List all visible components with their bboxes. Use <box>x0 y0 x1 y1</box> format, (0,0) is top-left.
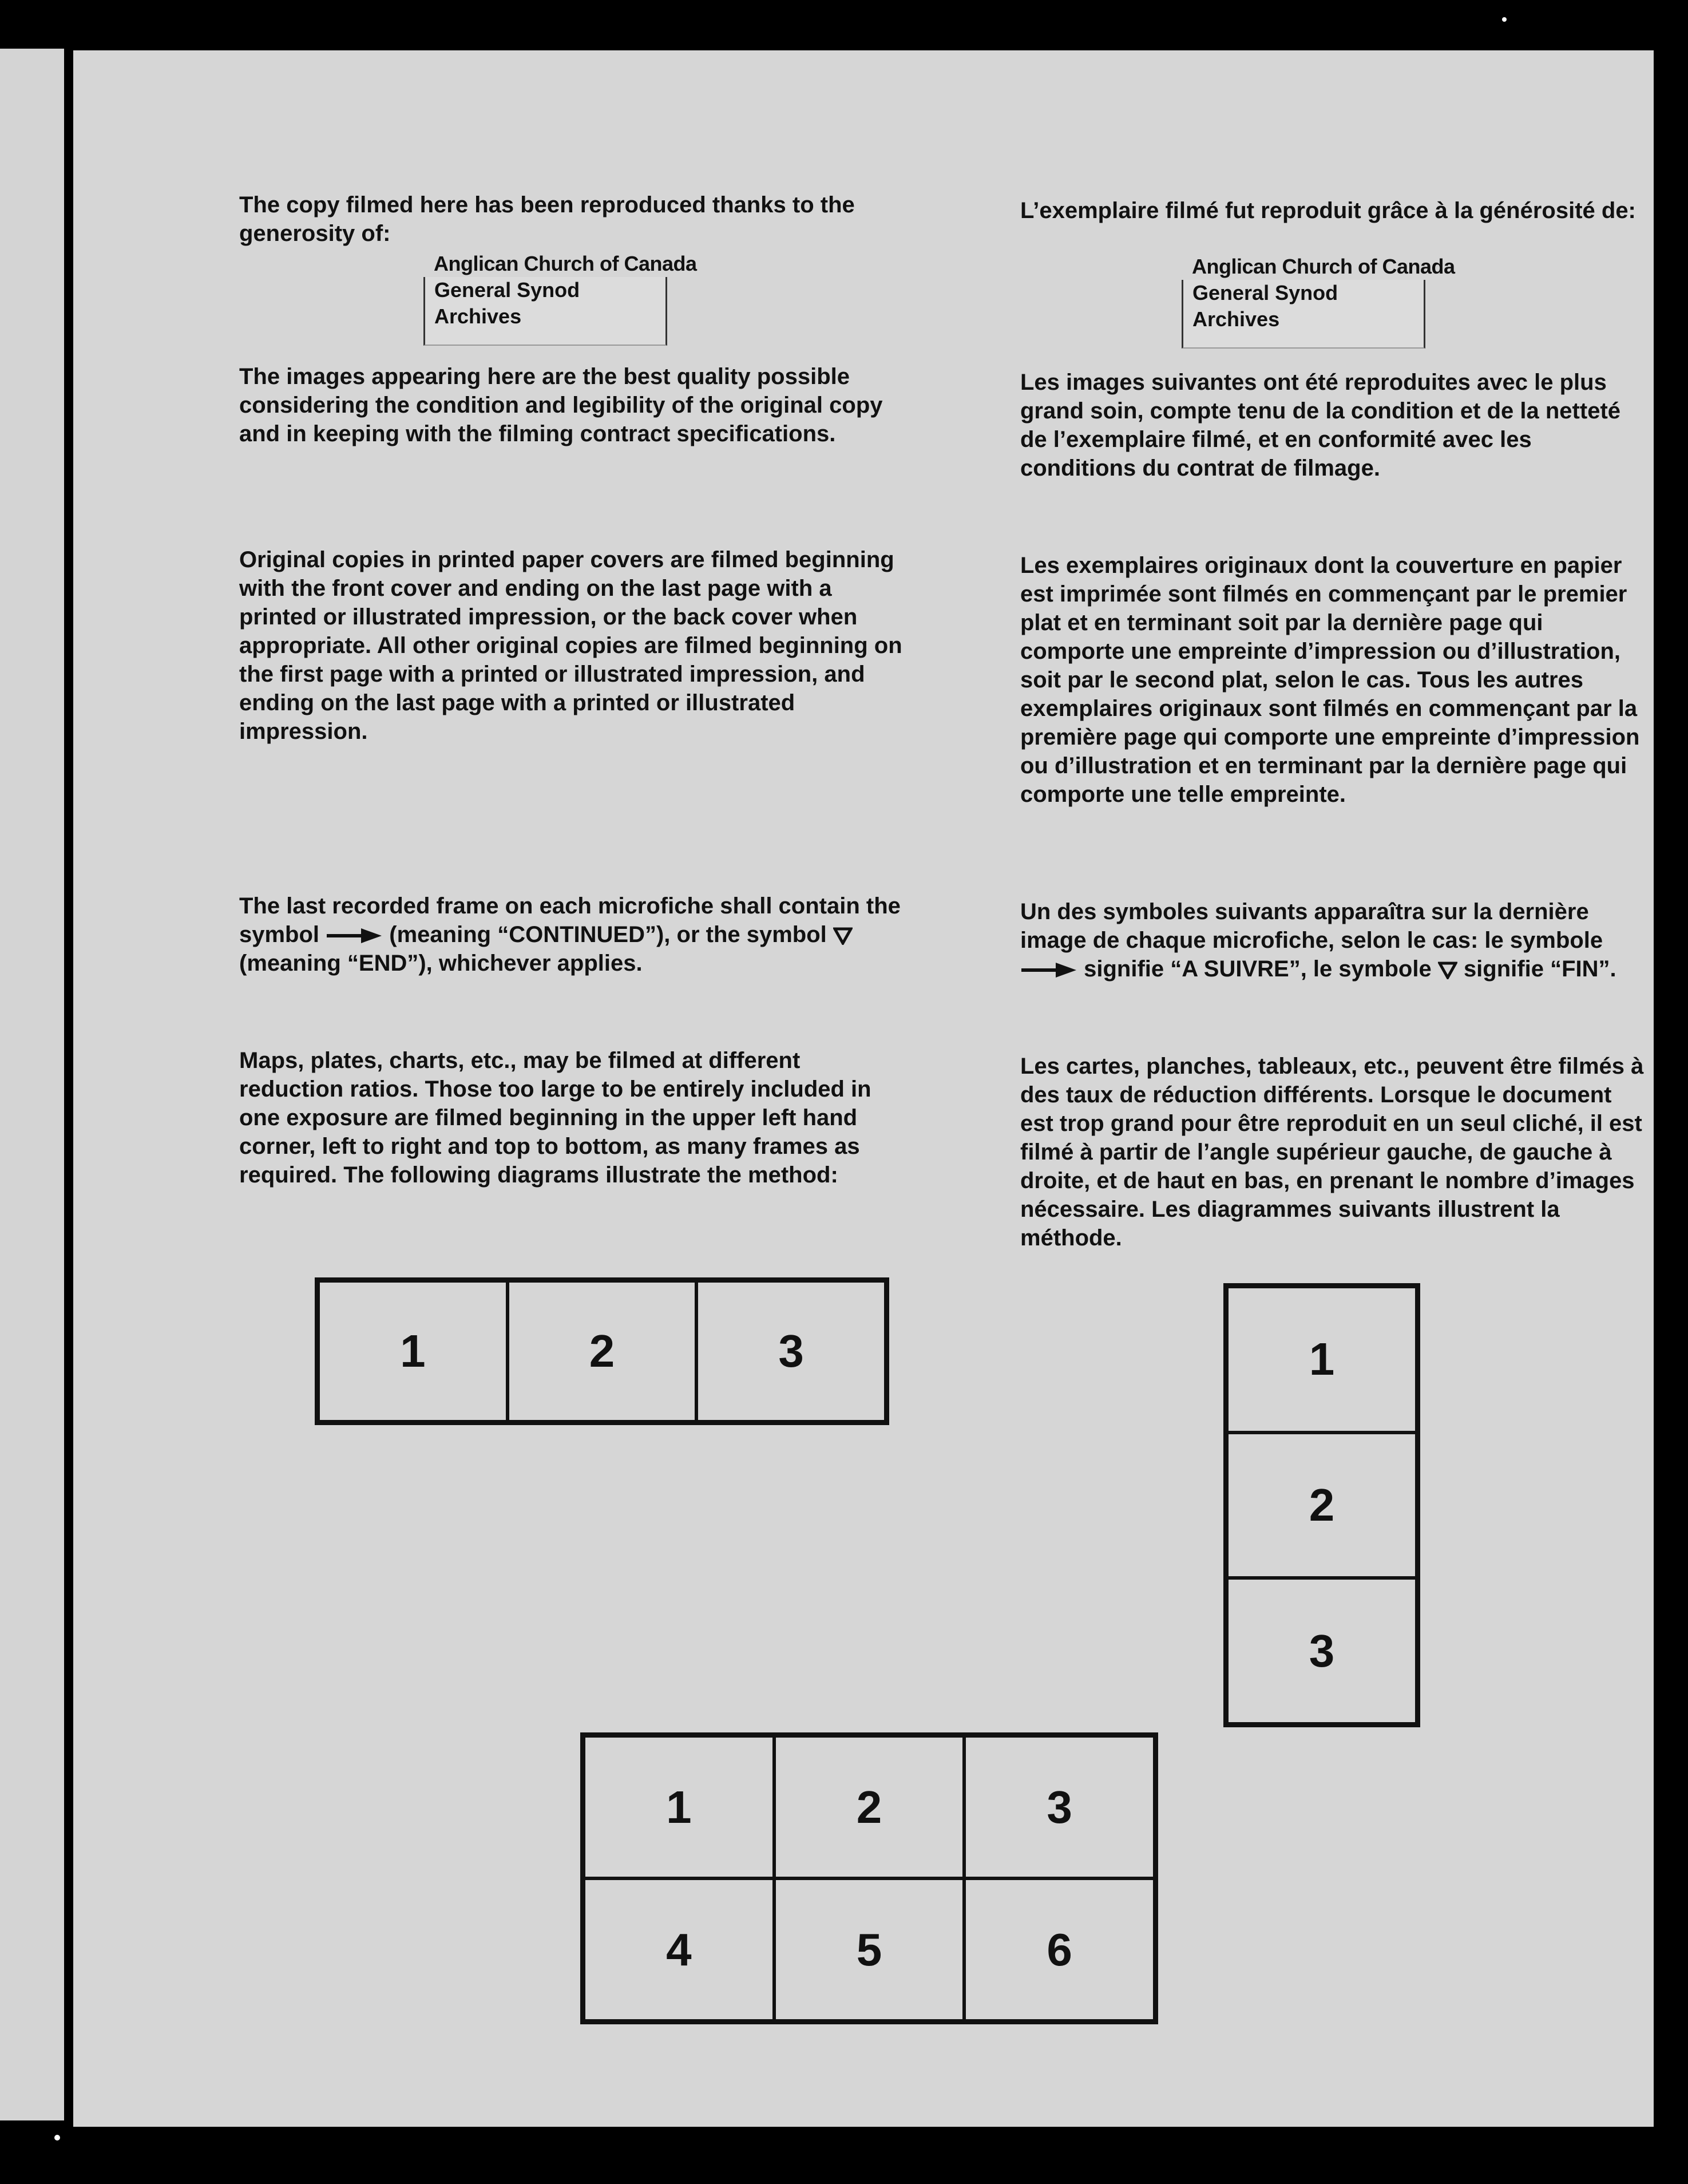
english-donor-stamp <box>423 277 667 346</box>
film-speck <box>54 2135 60 2141</box>
english-donor-dept: General Synod Archives <box>434 278 580 328</box>
vertical-frame-diagram <box>1223 1283 1420 1727</box>
frame-cell: 2 <box>508 1281 697 1422</box>
fin-triangle-icon <box>1438 961 1457 979</box>
english-symbol-paragraph <box>239 892 903 978</box>
continued-arrow-icon <box>326 927 383 944</box>
english-symbol-text-a: The last recorded frame on each microfiche shall contain the symbol <box>239 893 901 947</box>
film-speck <box>1502 17 1507 22</box>
french-filming-order-paragraph: Les exemplaires originaux dont la couverture en papier est imprimée sont filmés en commençant par le premier plat et en terminant soit par la dernière page qui comporte une empreinte d’impression ou d’illustration, soit par le second plat, selon le cas. Tous les autres exemplaires originaux sont filmés en commençant par la première page qui comporte une empreinte d’impression ou d’illustration et en terminant par la dernière page qui comporte une telle empreinte. <box>1020 553 1640 807</box>
english-maps-paragraph: Maps, plates, charts, etc., may be filmed at different reduction ratios. Those too large to be entirely included in one exposure are filmed beginning in the upper left hand corner, left to right and top to bottom, as many frames as required. The following diagrams illustrate the method: <box>239 1048 871 1188</box>
french-symbol-paragraph <box>1020 897 1650 983</box>
english-donor <box>434 251 697 346</box>
french-symbol-text-a: Un des symboles suivants apparaîtra sur la dernière image de chaque microfiche, selon le cas: le symbole <box>1020 899 1603 953</box>
frame-cell: 2 <box>1227 1433 1417 1578</box>
horizontal-frame-diagram <box>315 1277 889 1425</box>
english-quality-paragraph: The images appearing here are the best quality possible considering the condition and legibility of the original copy and in keeping with the filming contract specifications. <box>239 364 883 446</box>
english-intro: The copy filmed here has been reproduced thanks to the generosity of: <box>239 192 855 246</box>
english-filming-order-paragraph: Original copies in printed paper covers are filmed beginning with the front cover and ending on the last page with a printed or illustrated impression, or the back cover when appropriate. All other original copies are filmed beginning on the first page with a printed or illustrated impression, and ending on the last page with a printed or illustrated impression. <box>239 547 902 744</box>
frame-cell: 3 <box>696 1281 886 1422</box>
frame-cell: 4 <box>584 1878 774 2021</box>
frame-cell: 5 <box>774 1878 965 2021</box>
french-symbol-text-c: signifie “FIN”. <box>1463 956 1616 982</box>
grid-frame-diagram <box>580 1732 1158 2024</box>
french-quality-paragraph: Les images suivantes ont été reproduites avec le plus grand soin, compte tenu de la condition et de la netteté de l’exemplaire filmé, et en conformité avec les conditions du contrat de filmage. <box>1020 370 1621 481</box>
english-symbol-text-c: (meaning “END”), whichever applies. <box>239 951 643 976</box>
french-donor-stamp <box>1182 280 1425 349</box>
frame-cell: 3 <box>1227 1578 1417 1724</box>
frame-cell: 1 <box>1227 1287 1417 1433</box>
english-symbol-text-b: (meaning “CONTINUED”), or the symbol <box>389 922 827 947</box>
french-donor <box>1192 254 1455 349</box>
end-triangle-icon <box>833 927 853 945</box>
frame-cell: 6 <box>964 1878 1155 2021</box>
frame-cell: 1 <box>584 1736 774 1878</box>
suivre-arrow-icon <box>1020 962 1077 979</box>
french-donor-org: Anglican Church of Canada <box>1192 255 1455 278</box>
english-donor-org: Anglican Church of Canada <box>434 252 697 275</box>
french-intro: L’exemplaire filmé fut reproduit grâce à la générosité de: <box>1020 198 1636 223</box>
frame-cell: 3 <box>964 1736 1155 1878</box>
microfiche-target-sheet <box>73 50 1654 2127</box>
french-maps-paragraph: Les cartes, planches, tableaux, etc., peuvent être filmés à des taux de réduction différents. Lorsque le document est trop grand pour être reproduit en un seul cliché, il est filmé à partir de l’angle supérieur gauche, de gauche à droite, et de haut en bas, en prenant le nombre d’images nécessaire. Les diagrammes suivants illustrent la méthode. <box>1020 1054 1644 1251</box>
adjacent-page-edge <box>0 49 64 2120</box>
french-donor-dept: General Synod Archives <box>1192 281 1338 331</box>
frame-cell: 2 <box>774 1736 965 1878</box>
frame-cell: 1 <box>318 1281 508 1422</box>
french-symbol-text-b: signifie “A SUIVRE”, le symbole <box>1084 956 1432 982</box>
